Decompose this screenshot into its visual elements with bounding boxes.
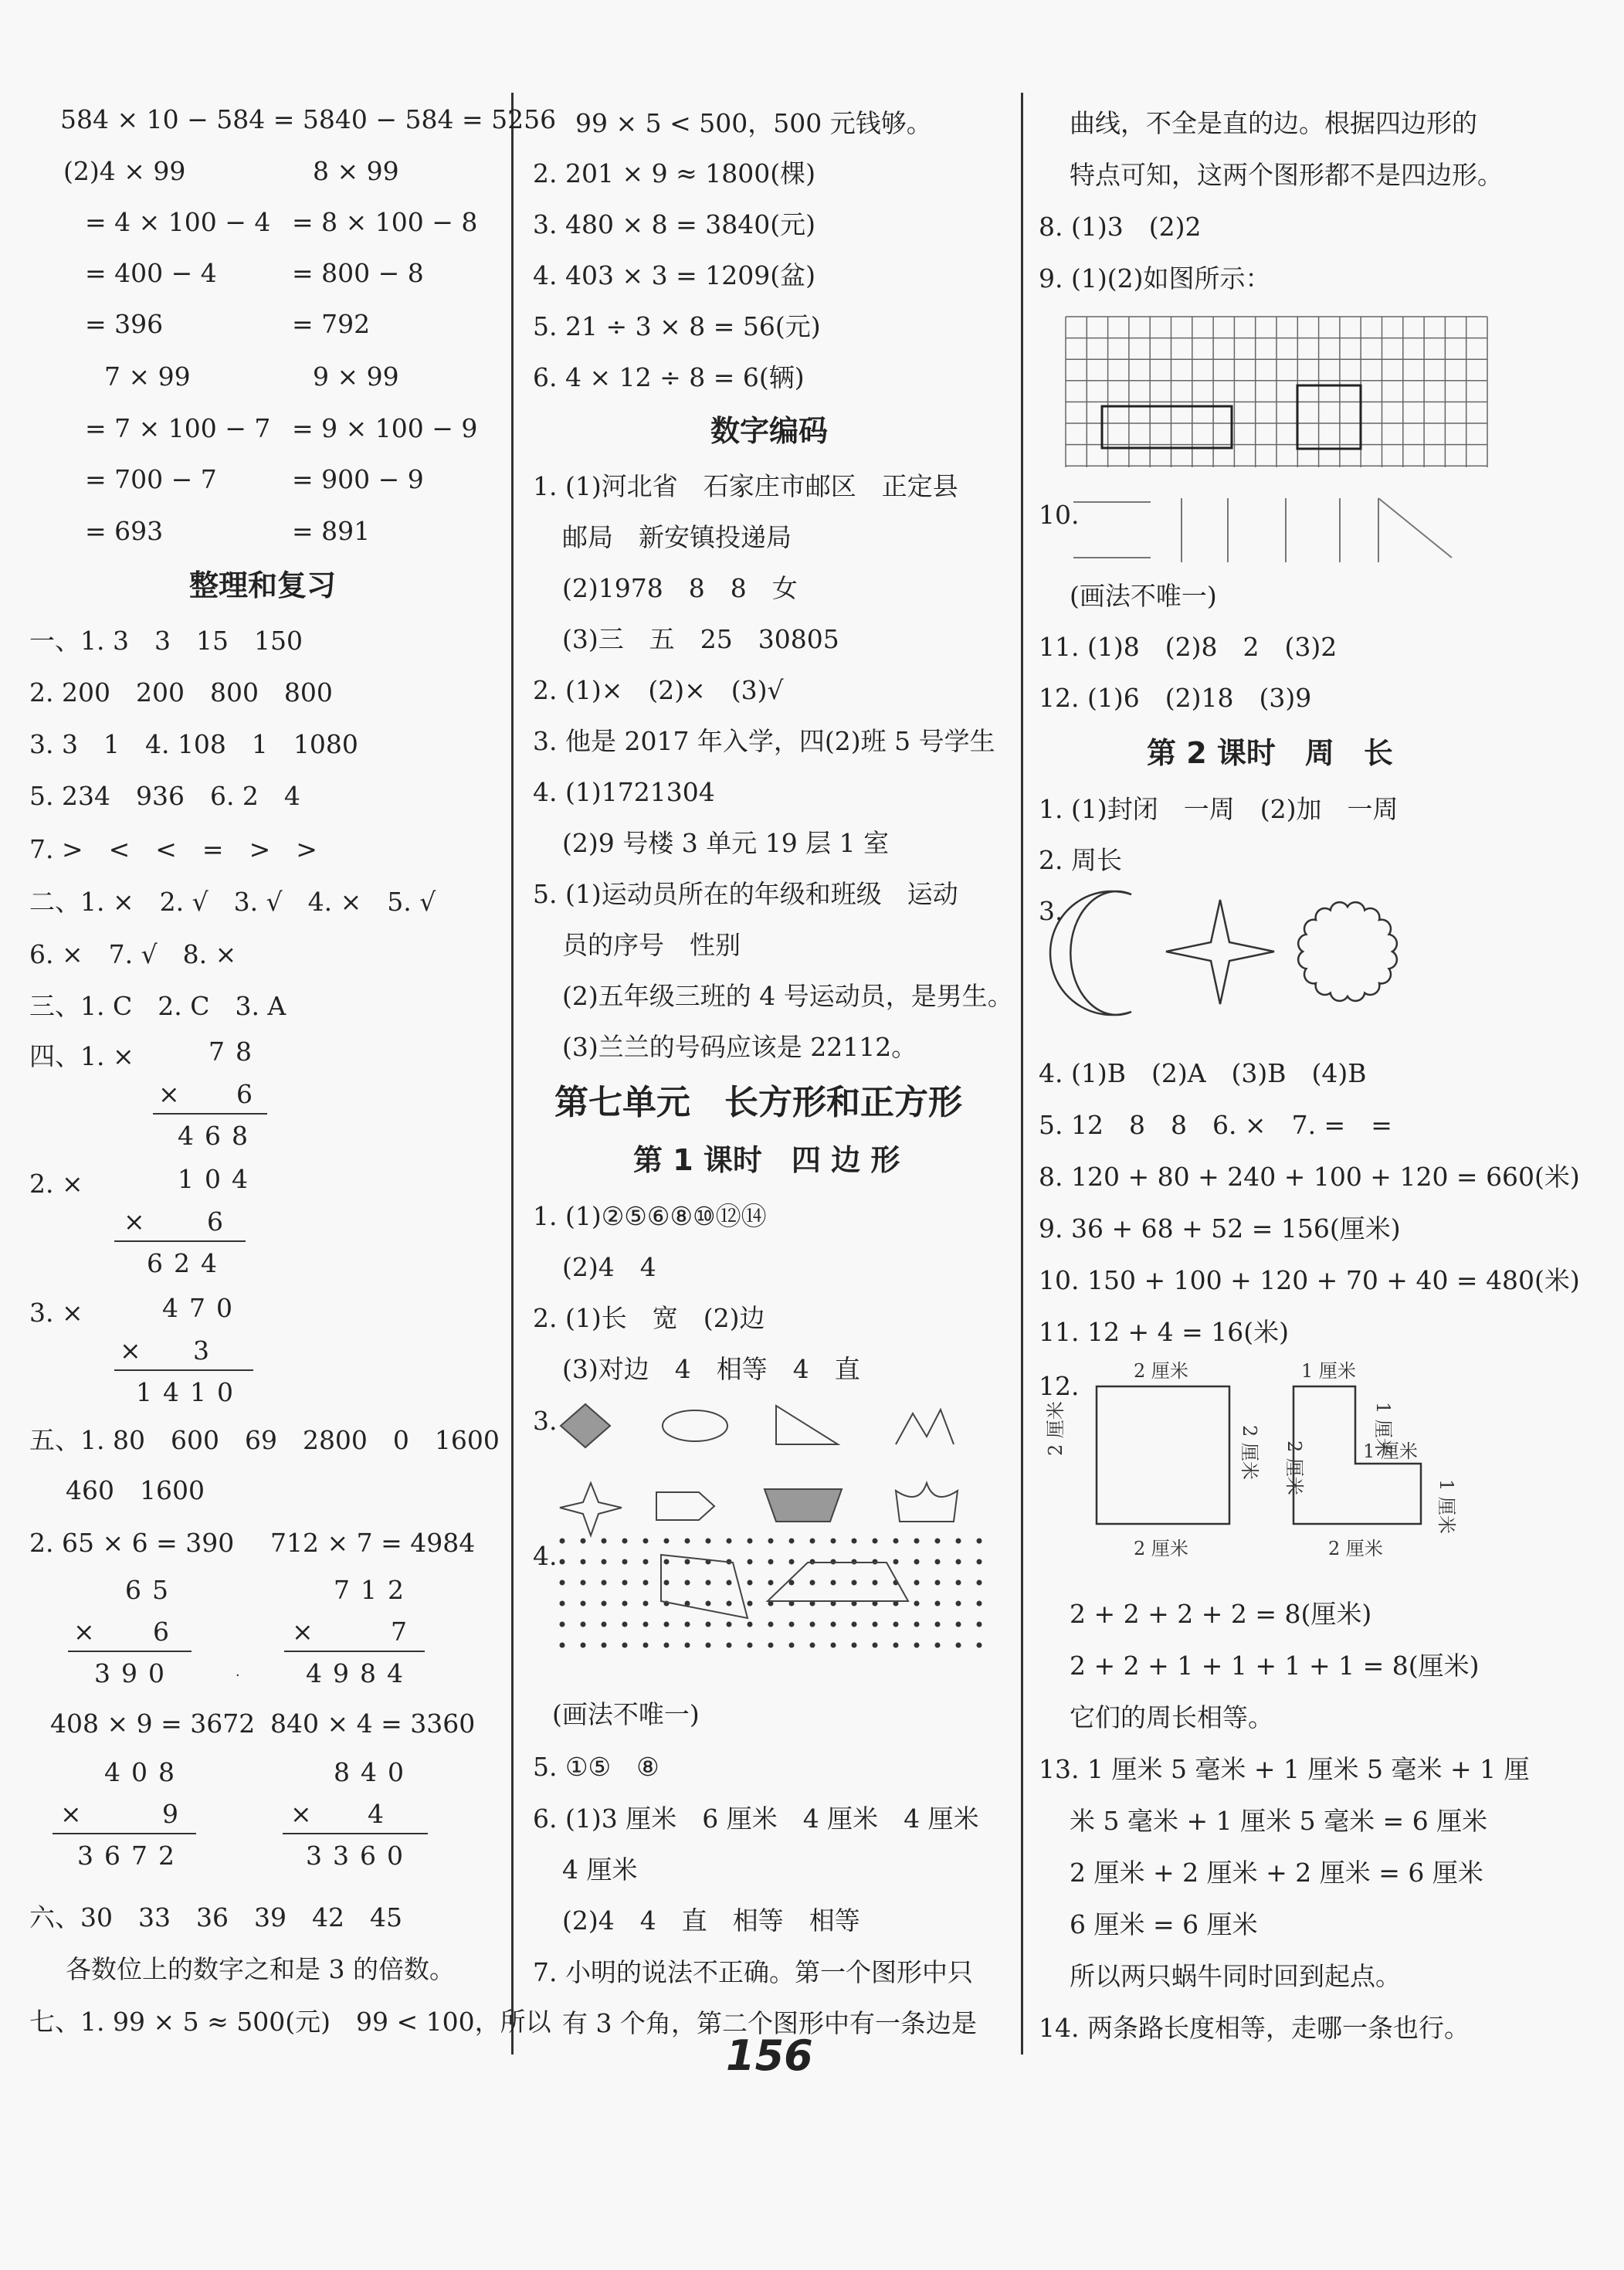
answer-item: 4. (1)1721304 [533,777,715,807]
grid-dot [935,1601,941,1607]
vmult-top: 840 [334,1757,415,1787]
answer-item: 408 × 9 = 3672 [50,1708,256,1739]
grid-dot [664,1622,670,1627]
grid-dot [706,1539,711,1544]
grid-dot [873,1643,878,1648]
label-l-top: 1 厘米 [1301,1360,1356,1382]
calc-line: = 400 − 4 [85,258,217,288]
cloud-shape [1298,902,1397,1001]
answer-item: 3. 他是 2017 年入学，四(2)班 5 号学生 [533,726,995,756]
vmult-result: 4984 [306,1658,414,1688]
curved-shape [896,1483,958,1522]
grid-dot [602,1559,607,1565]
answer-item: 米 5 毫米 + 1 厘米 5 毫米 = 6 厘米 [1070,1806,1488,1836]
answer-item: 七、1. 99 × 5 ≈ 500(元) 99 < 100，所以 [29,2007,551,2037]
vmult-times: × [73,1617,106,1647]
answer-item: 各数位上的数字之和是 3 的倍数。 [66,1954,455,1984]
answer-item: 6 厘米 = 6 厘米 [1070,1909,1258,1939]
grid-dot [664,1539,670,1544]
star-shape [560,1483,622,1535]
answer-item: 14. 两条路长度相等，走哪一条也行。 [1039,2013,1470,2043]
vmult-times: × [290,1799,323,1829]
grid-dot [727,1601,732,1607]
grid-dot [914,1580,920,1586]
answer-item: 9. 36 + 68 + 52 = 156(厘米) [1039,1213,1401,1244]
calc-line: = 9 × 100 − 9 [292,413,478,443]
grid-dot [560,1580,565,1586]
grid-dot [622,1539,628,1544]
grid-dot [643,1643,649,1648]
calc-line: (2)4 × 99 [63,156,186,186]
vmult-result: 624 [147,1248,228,1278]
vmult-result: 3672 [77,1841,185,1871]
grid-dot [956,1559,961,1565]
answer-item: 3. 480 × 8 = 3840(元) [533,209,815,239]
answer-item: 3. [1039,896,1063,926]
grid-dot [893,1539,899,1544]
calc-line: = 7 × 100 − 7 [85,413,271,443]
answer-item: 2. × [29,1169,83,1199]
answer-item: 3. 3 1 4. 108 1 1080 [29,729,358,759]
answer-item: 六、30 33 36 39 42 45 [29,1902,402,1932]
answer-item: 2 + 2 + 2 + 2 = 8(厘米) [1070,1599,1372,1629]
grid-dot [706,1643,711,1648]
calc-line: = 396 [85,309,164,339]
grid-dot [727,1622,732,1627]
pentagon-shape [656,1492,714,1520]
answer-item: 所以两只蜗牛同时回到起点。 [1070,1961,1401,1991]
quad-2 [768,1563,908,1601]
grid-dot [664,1559,670,1565]
answer-item: 4. (1)B (2)A (3)B (4)B [1039,1058,1367,1088]
grid-dot [748,1601,753,1607]
grid-dot [852,1580,857,1586]
grid-dot [935,1580,941,1586]
answer-item: 它们的周长相等。 [1070,1702,1273,1732]
grid-dot [560,1643,565,1648]
grid-dot [581,1601,586,1607]
grid-dot [810,1580,815,1586]
grid-dot [643,1601,649,1607]
answer-item: 7. 小明的说法不正确。第一个图形中只 [533,1957,973,1987]
calc-line: = 693 [85,516,164,546]
vmult-multiplier: 7 [391,1617,418,1647]
answer-item: 5. 21 ÷ 3 × 8 = 56(元) [533,311,821,341]
vmult-top: 65 [125,1575,179,1605]
calc-line: = 900 − 9 [292,464,424,494]
vmult-top: 712 [334,1575,415,1605]
answer-item: 6. 4 × 12 ÷ 8 = 6(辆) [533,362,805,392]
grid-dot [602,1539,607,1544]
answer-item: (画法不唯一) [552,1699,700,1729]
quad-1 [661,1555,748,1618]
vmult-times: × [292,1617,324,1647]
answer-item: 2. (1)× (2)× (3)√ [533,675,784,705]
vmult-times: × [120,1335,152,1366]
grid-dot [602,1580,607,1586]
grid-dot [914,1601,920,1607]
vmult-top: 78 [209,1037,263,1067]
label-top: 2 厘米 [1134,1360,1188,1382]
grid-dot [643,1622,649,1627]
answer-item: (2)9 号楼 3 单元 19 层 1 室 [562,828,890,858]
grid-dot [622,1580,628,1586]
grid-dot [914,1559,920,1565]
label-l-left: 2 厘米 [1283,1440,1305,1495]
grid-dot [852,1643,857,1648]
grid-dot [664,1580,670,1586]
grid-dot [789,1643,795,1648]
answer-item: 11. (1)8 (2)8 2 (3)2 [1039,632,1338,662]
grid-dot [977,1559,982,1565]
grid-dot [622,1559,628,1565]
vmult-top: 470 [162,1293,243,1323]
answer-item: 6. × 7. √ 8. × [29,939,237,969]
grid-dot [935,1622,941,1627]
calc-line: = 8 × 100 − 8 [292,207,478,237]
label-l-step: 1 厘米 [1363,1440,1418,1462]
calc-line: = 891 [292,516,371,546]
vmult-result: 468 [178,1121,259,1151]
vmult-multiplier: 6 [236,1079,263,1109]
grid-dot [831,1643,836,1648]
answer-item: (2)五年级三班的 4 号运动员，是男生。 [562,981,1013,1011]
calc-line: 9 × 99 [313,361,399,392]
answer-item: 2. 201 × 9 ≈ 1800(棵) [533,158,815,188]
grid-dot [581,1539,586,1544]
grid-dot [643,1559,649,1565]
grid-dot [873,1539,878,1544]
grid-figure [1062,313,1502,471]
answer-item: (3)对边 4 相等 4 直 [562,1354,860,1384]
grid-dot [581,1559,586,1565]
grid-dot [622,1601,628,1607]
grid-dot [602,1622,607,1627]
grid-dot [873,1580,878,1586]
grid-dot [977,1580,982,1586]
grid-dot [914,1539,920,1544]
grid-dot [956,1580,961,1586]
calc-line: = 4 × 100 − 4 [85,207,271,237]
grid-dot [977,1601,982,1607]
answer-item: (3)兰兰的号码应该是 22112。 [562,1032,917,1062]
column-divider [1021,93,1023,2055]
grid-dot [831,1539,836,1544]
grid-dot [685,1643,690,1648]
shapes-figure [556,1398,1004,1537]
square-drawn [1297,385,1361,449]
cloud-outline [1298,902,1397,1001]
grid-dot [852,1539,857,1544]
answer-item: 3. [533,1406,558,1436]
grid-dot [935,1539,941,1544]
grid-dot [581,1580,586,1586]
grid-dot [852,1622,857,1627]
vmult-multiplier: 6 [207,1206,234,1237]
answer-item: 4. [533,1541,558,1571]
answer-item: 一、1. 3 3 15 150 [29,626,303,656]
grid-dot [810,1622,815,1627]
lines-figure [1073,494,1506,572]
answer-item: 二、1. × 2. √ 3. √ 4. × 5. √ [29,887,436,917]
answer-item: 3. × [29,1298,83,1328]
answer-item: 712 × 7 = 4984 [270,1528,476,1558]
calc-line: = 700 − 7 [85,464,217,494]
grid-dot [685,1539,690,1544]
grid-dot [685,1622,690,1627]
grid-dot [768,1622,774,1627]
grid-dot [789,1622,795,1627]
grid-dot [893,1622,899,1627]
answer-item: 8. 120 + 80 + 240 + 100 + 120 = 660(米) [1039,1162,1580,1192]
trapezoid-shape [765,1489,842,1522]
answer-item: 5. 234 936 6. 2 4 [29,781,300,811]
section-heading: 数字编码 [710,414,829,448]
grid-dot [768,1643,774,1648]
vmult-result: 1410 [136,1377,244,1407]
perimeter-shapes [1058,888,1413,1020]
grid-dot [977,1643,982,1648]
answer-item: (2)1978 8 8 女 [562,573,798,603]
label-bottom: 2 厘米 [1134,1538,1188,1559]
grid-dot [810,1643,815,1648]
grid-dot [748,1559,753,1565]
rhombus-shape [561,1404,610,1447]
grid-dot [643,1539,649,1544]
dot-grid-figure [553,1533,1001,1672]
answer-item: 2 厘米 + 2 厘米 + 2 厘米 = 6 厘米 [1070,1858,1483,1888]
vmult-line [53,1833,196,1834]
vmult-multiplier: 9 [162,1799,189,1829]
answer-item: 840 × 4 = 3360 [270,1708,476,1739]
answer-item: 有 3 个角，第二个图形中有一条边是 [562,2008,977,2038]
label-left: 2 厘米 [1045,1401,1066,1456]
vmult-times: × [124,1206,156,1237]
grid-dot [560,1601,565,1607]
vmult-line [283,1833,428,1834]
answer-item: 1. (1)②⑤⑥⑧⑩⑫⑭ [533,1201,767,1231]
grid-dot [602,1643,607,1648]
answer-item: 10. [1039,500,1080,530]
answer-item: 4 厘米 [562,1854,638,1885]
grid-dot [935,1643,941,1648]
answer-item: (3)三 五 25 30805 [562,624,839,654]
grid-dot [956,1622,961,1627]
calc-line: = 792 [292,309,371,339]
answer-item: 员的序号 性别 [562,930,741,960]
grid-dot [643,1580,649,1586]
answer-item: 4. 403 × 3 = 1209(盆) [533,260,815,290]
grid-dot [893,1643,899,1648]
answer-item: 11. 12 + 4 = 16(米) [1039,1317,1289,1347]
answer-item: 2. 65 × 6 = 390 [29,1528,235,1558]
grid-dot [977,1622,982,1627]
grid-dot [602,1601,607,1607]
answer-item: 7. > < < = > > [29,834,317,864]
calc-line: 7 × 99 [104,361,191,392]
answer-item: 2. (1)长 宽 (2)边 [533,1303,765,1333]
grid-dot [748,1539,753,1544]
vmult-multiplier: 6 [153,1617,180,1647]
label-l-bottom: 2 厘米 [1328,1538,1383,1559]
answer-item: 特点可知，这两个图形都不是四边形。 [1070,160,1503,190]
grid-dot [768,1580,774,1586]
answer-item: (2)4 4 [562,1252,656,1282]
grid-dot [560,1539,565,1544]
answer-item: 9. (1)(2)如图所示： [1039,263,1271,294]
answer-item: 四、1. × [29,1041,134,1071]
vmult-multiplier: 4 [368,1799,395,1829]
answer-item: (画法不唯一) [1070,581,1217,611]
answer-item: 2. 200 200 800 800 [29,677,333,707]
ellipse-shape [663,1410,727,1441]
vmult-result: 3360 [306,1841,414,1871]
grid-dot [831,1580,836,1586]
answer-item: 1. (1)封闭 一周 (2)加 一周 [1039,794,1399,824]
four-point-star-shape [1166,900,1274,1004]
grid-dot [664,1643,670,1648]
grid-dot [914,1643,920,1648]
answer-item: 8. (1)3 (2)2 [1039,212,1202,242]
grid-dot [560,1622,565,1627]
answer-item: 5. ①⑤ ⑧ [533,1752,659,1782]
vmult-multiplier: 3 [193,1335,220,1366]
answer-item: 6. (1)3 厘米 6 厘米 4 厘米 4 厘米 [533,1803,979,1834]
answer-item: 10. 150 + 100 + 120 + 70 + 40 = 480(米) [1039,1265,1580,1295]
grid-dot [935,1559,941,1565]
grid-dot [727,1539,732,1544]
vmult-times: × [158,1079,191,1109]
vmult-top: 408 [104,1757,185,1787]
answer-item: 曲线，不全是直的边。根据四边形的 [1070,108,1477,138]
grid-dot [810,1539,815,1544]
triangle-shape [776,1406,838,1444]
label-l-inner: 1 厘米 [1372,1402,1394,1457]
grid-dot [831,1622,836,1627]
crescent-shape [1050,891,1131,1015]
grid-dot [622,1622,628,1627]
column-divider [511,93,514,2055]
zigzag-shape [896,1410,954,1444]
answer-item: 12. [1039,1371,1080,1401]
answer-item: 5. (1)运动员所在的年级和班级 运动 [533,879,958,909]
unit-title: 第七单元 长方形和正方形 [554,1083,962,1122]
grid-dot [956,1601,961,1607]
section-heading: 整理和复习 [189,568,337,602]
grid-dot [622,1643,628,1648]
grid-dot [727,1580,732,1586]
vmult-line [153,1113,267,1115]
lesson-title: 第 2 课时 周 长 [1147,736,1393,770]
calc-line: = 800 − 8 [292,258,424,288]
grid-dot [956,1643,961,1648]
grid-dot [748,1622,753,1627]
calc-line: 8 × 99 [313,156,399,186]
lesson-title: 第 1 课时 四 边 形 [633,1143,900,1177]
answer-item: 99 × 5 < 500，500 元钱够。 [575,108,932,138]
vmult-line [68,1651,192,1652]
vmult-top: 104 [178,1164,259,1194]
grid-dot [581,1622,586,1627]
vmult-line [284,1651,425,1652]
grid-dot [768,1559,774,1565]
grid-dot [768,1539,774,1544]
grid-dot [748,1643,753,1648]
grid-dot [685,1559,690,1565]
answer-item: 460 1600 [66,1475,205,1505]
calc-line: 584 × 10 − 584 = 5840 − 584 = 5256 [60,104,557,134]
answer-item: 五、1. 80 600 69 2800 0 1600 [29,1425,500,1455]
answer-item: 2. 周长 [1039,845,1122,875]
grid-dot [873,1622,878,1627]
grid-dot [706,1622,711,1627]
grid-dot [581,1643,586,1648]
answer-item: (2)4 4 直 相等 相等 [562,1905,860,1936]
answer-item: 12. (1)6 (2)18 (3)9 [1039,683,1312,713]
grid-dot [977,1539,982,1544]
answer-item: 三、1. C 2. C 3. A [29,991,286,1021]
grid-dot [789,1539,795,1544]
answer-item: 5. 12 8 8 6. × 7. = = [1039,1110,1392,1140]
answer-item: 1. (1)河北省 石家庄市邮区 正定县 [533,471,958,501]
label-right: 2 厘米 [1239,1425,1260,1480]
grid-dot [893,1559,899,1565]
grid-dot [706,1601,711,1607]
grid-dot [685,1580,690,1586]
answer-item: 邮局 新安镇投递局 [562,522,792,552]
vmult-times: × [60,1799,93,1829]
label-l-right: 1 厘米 [1436,1479,1457,1534]
vmult-line [114,1240,246,1242]
vmult-result: 390 [94,1658,175,1688]
grid-dot [560,1559,565,1565]
grid-dot [956,1539,961,1544]
grid-dot [789,1559,795,1565]
answer-item: 2 + 2 + 1 + 1 + 1 + 1 = 8(厘米) [1070,1651,1480,1681]
stray-dot: · [236,1668,240,1684]
rectangle-drawn [1102,406,1232,448]
page-number: 156 [726,2031,813,2080]
grid-dot [706,1580,711,1586]
grid-dot [748,1580,753,1586]
answer-item: 13. 1 厘米 5 毫米 + 1 厘米 5 毫米 + 1 厘 [1039,1754,1530,1784]
grid-dot [914,1622,920,1627]
grid-dot [727,1643,732,1648]
vmult-line [114,1369,253,1371]
square-2cm [1097,1386,1229,1524]
